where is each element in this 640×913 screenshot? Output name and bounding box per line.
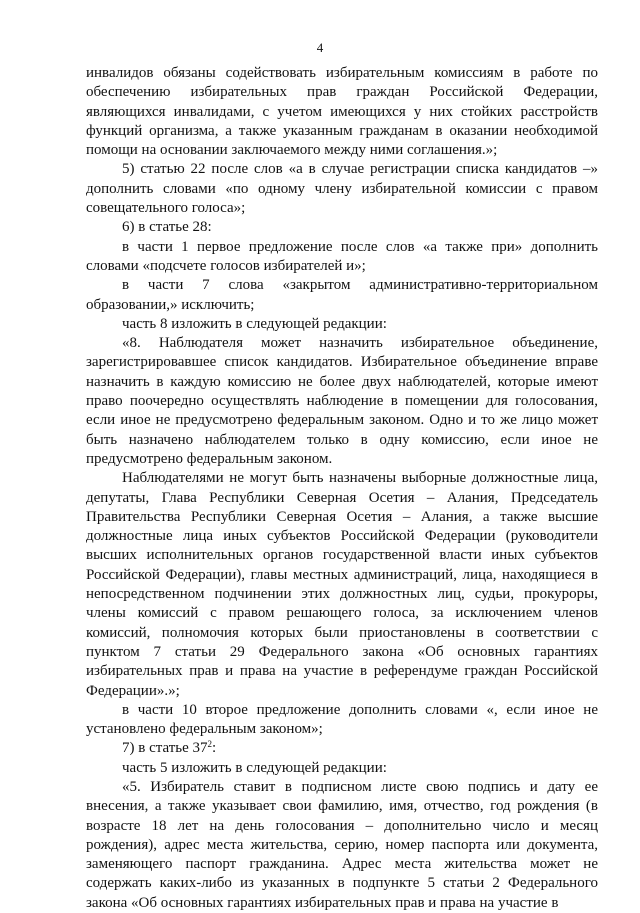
paragraph: 5) статью 22 после слов «а в случае регистрации списка кандидатов –» дополнить словами «по одному члену избирательной комиссии с правом совещательного голоса»; xyxy=(86,161,598,217)
paragraph xyxy=(86,739,598,758)
paragraph: в части 1 первое предложение после слов «а также при» дополнить словами «подсчете голосов избирателей и»; xyxy=(86,238,598,274)
paragraph: 6) в статье 28: xyxy=(122,219,212,236)
paragraph-suffix: : xyxy=(212,740,217,757)
page-number: 4 xyxy=(316,40,324,55)
document-body xyxy=(86,64,598,913)
paragraph: часть 5 изложить в следующей редакции: xyxy=(122,759,387,776)
paragraph: часть 8 изложить в следующей редакции: xyxy=(122,315,387,332)
paragraph: в части 10 второе предложение дополнить словами «, если иное не установлено федеральным законом»; xyxy=(86,701,598,738)
paragraph: «8. Наблюдателя может назначить избирательное объединение, зарегистрировавшее список кандидатов. Избирательное объединение вправе назначить в каждую комиссию не более двух наблюдателей, которые имеют право поочередно осуществлять наблюдение в помещении для голосования, если иное не предусмотрено федеральным законом. Одно и то же лицо может быть назначено наблюдателем только в одну комиссию, если иное не предусмотрено федеральным законом. xyxy=(86,335,598,467)
paragraph-text: 7) в статье 37 xyxy=(122,740,208,757)
paragraph: Наблюдателями не могут быть назначены выборные должностные лица, депутаты, Глава Республики Северная Осетия – Алания, Председатель Правительства Республики Северная Осетия – Алания, а также высшие должностные лица иных субъектов Российской Федерации (руководители высших исполнительных органов государственной власти иных субъектов Российской Федерации), главы местных администраций, лица, находящиеся в непосредственном подчинении этих должностных лиц, судьи, прокуроры, члены комиссий с правом решающего голоса, за исключением членов комиссий, полномочия которых были приостановлены в соответствии с пунктом 7 статьи 29 Федерального закона «Об основных гарантиях избирательных прав и права на участие в референдуме граждан Российской Федерации».»; xyxy=(86,470,598,699)
paragraph: «5. Избиратель ставит в подписном листе свою подпись и дату ее внесения, а также указывает свои фамилию, имя, отчество, год рождения (в возрасте 18 лет на день голосования – дополнительно число и месяц рождения), адрес места жительства, серию, номер паспорта или документа, заменяющего паспорт гражданина. Адрес места жительства может не содержать каких-либо из указанных в подпункте 5 статьи 2 Федерального закона «Об основных гарантиях избирательных прав и права на участие в xyxy=(86,778,598,911)
paragraph: в части 7 слова «закрытом административно-территориальном образовании,» исключить; xyxy=(86,277,598,313)
paragraph: инвалидов обязаны содействовать избирательным комиссиям в работе по обеспечению избирательных прав граждан Российской Федерации, являющихся инвалидами, с учетом имеющихся у них стойких расстройств функций организма, а также указанным гражданам в оказании необходимой помощи на основании заключаемого между ними соглашения.»; xyxy=(86,65,598,159)
superscript: 2 xyxy=(207,739,213,750)
